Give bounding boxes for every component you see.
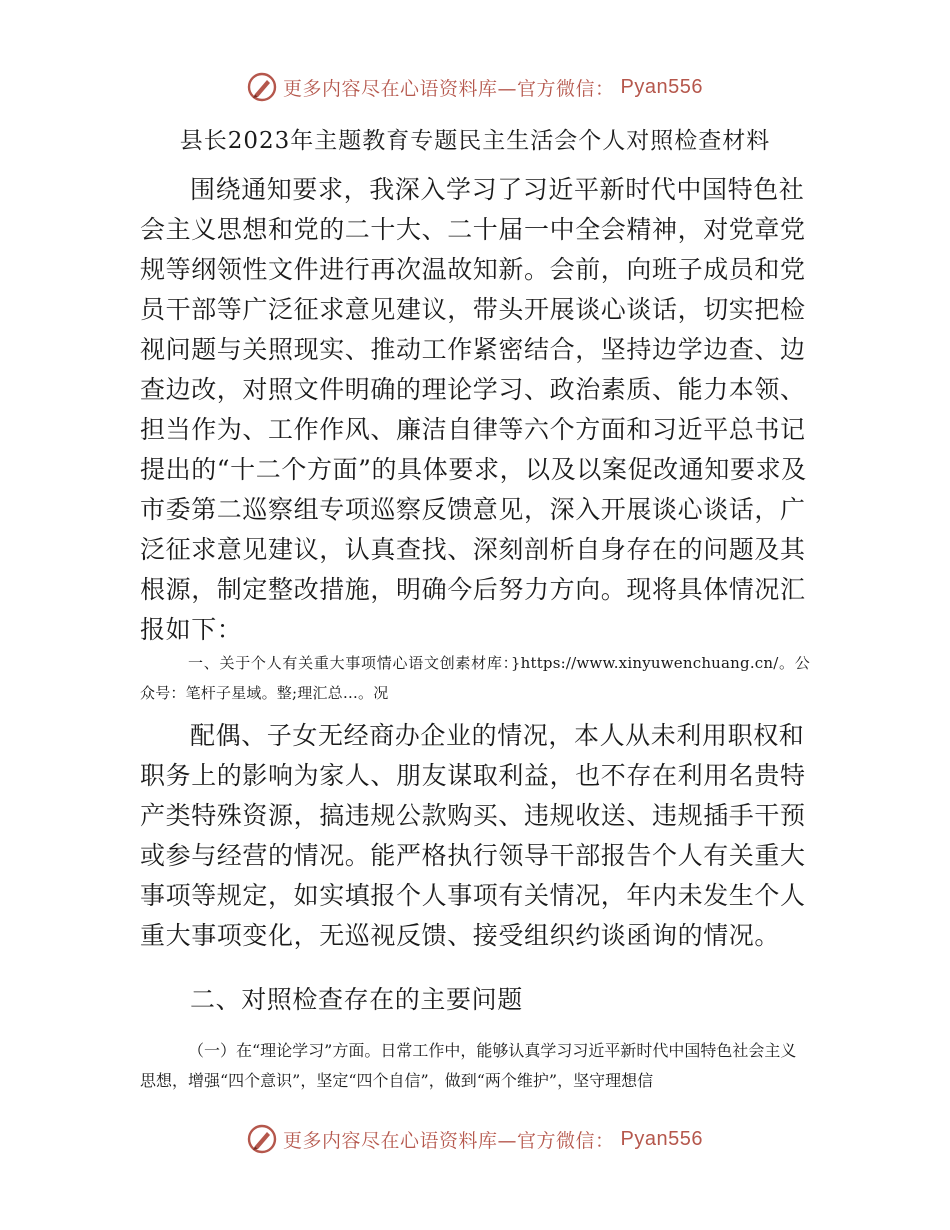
section2-paragraph: （一）在“理论学习”方面。日常工作中，能够认真学习习近平新时代中国特色社会主义思想，增强“四个意识”，坚定“四个自信”，做到“两个维护”，坚守理想信 [140,1041,797,1090]
header-watermark-banner [0,72,950,102]
intro-paragraph: 围绕通知要求，我深入学习了习近平新时代中国特色社会主义思想和党的二十大、二十届一中全会精神，对党章党规等纲领性文件进行再次温故知新。会前，向班子成员和党员干部等广泛征求意见建议，带头开展谈心谈话，切实把检视问题与关照现实、推动工作紧密结合，坚持边学边查、边查边改，对照文件明确的理论学习、政治素质、能力本领、担当作为、工作作风、廉洁自律等六个方面和习近平总书记提出的“十二个方面”的具体要求，以及以案促改通知要求及市委第二巡察组专项巡察反馈意见，深入开展谈心谈话，广泛征求意见建议，认真查找、深刻剖析自身存在的问题及其根源，制定整改措施，明确今后努力方向。现将具体情况汇报如下： [140,175,807,644]
section2-heading: 二、对照检查存在的主要问题 [190,985,523,1014]
footer-watermark-banner [0,1124,950,1154]
banner-text: 更多内容尽在心语资料库—官方微信： [283,77,615,100]
pen-logo-icon [247,1124,277,1154]
pen-logo-icon [247,72,277,102]
banner-wechat-id: Pyan556 [620,75,703,98]
section1-heading: 一、关于个人有关重大事项情心语文创素材库：}https://www.xinyuwenchuang.cn/。公众号：笔杆子星域。整;理汇总…。况 [140,654,810,702]
banner-text: 更多内容尽在心语资料库—官方微信： [283,1129,615,1152]
section1-paragraph: 配偶、子女无经商办企业的情况，本人从未利用职权和职务上的影响为家人、朋友谋取利益，也不存在利用名贵特产类特殊资源，搞违规公款购买、违规收送、违规插手干预或参与经营的情况。能严格执行领导干部报告个人有关重大事项等规定，如实填报个人事项有关情况，年内未发生个人重大事项变化，无巡视反馈、接受组织约谈函询的情况。 [140,721,806,950]
banner-wechat-id: Pyan556 [620,1127,703,1150]
document-title: 县长2023年主题教育专题民主生活会个人对照检查材料 [179,128,771,154]
